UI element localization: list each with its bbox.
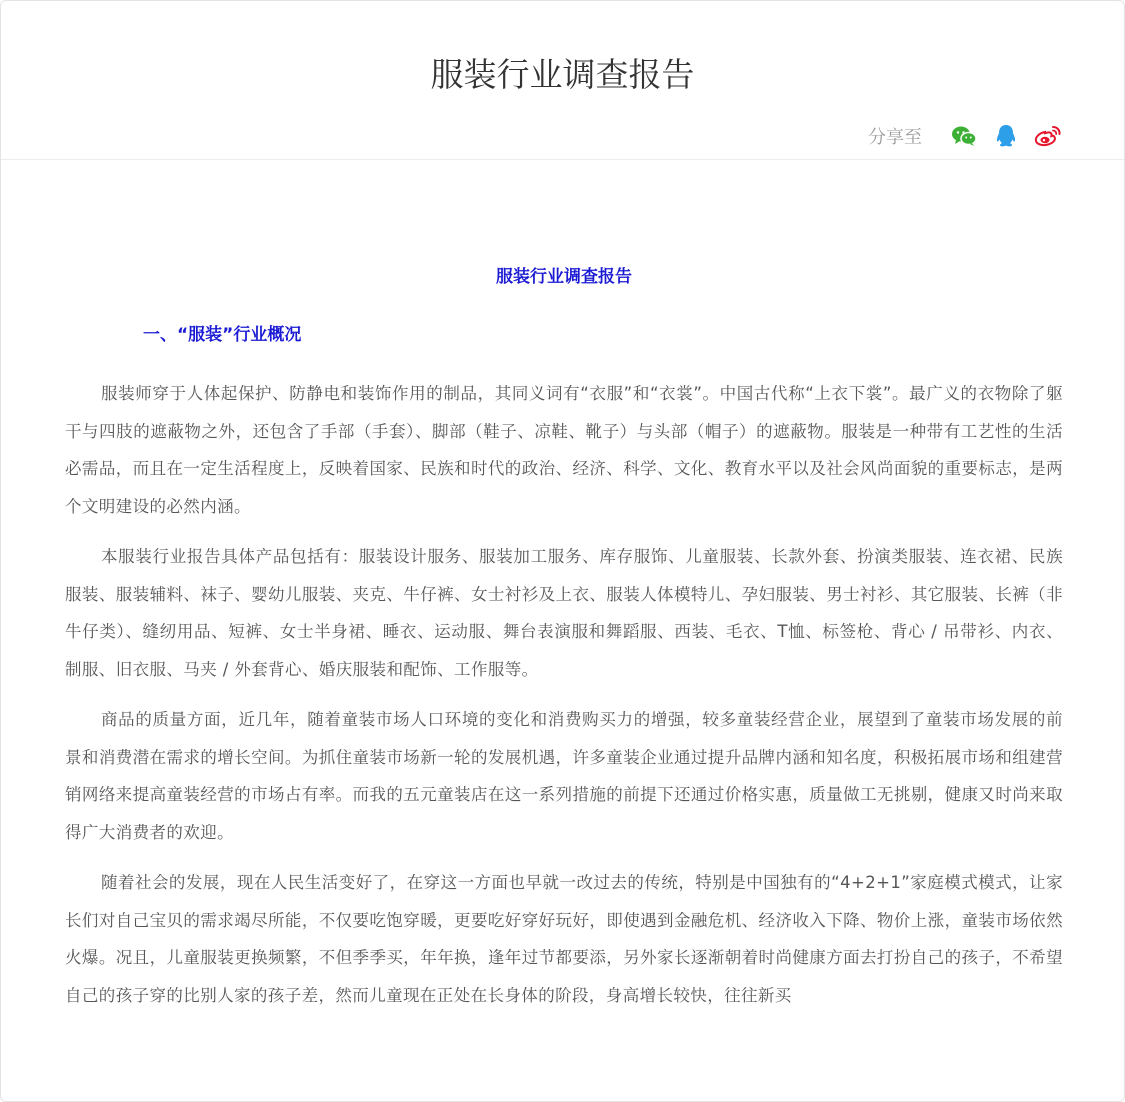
wechat-share-button[interactable] (950, 122, 978, 150)
share-label: 分享至 (868, 127, 922, 148)
paragraph: 商品的质量方面，近几年，随着童装市场人口环境的变化和消费购买力的增强，较多童装经营企业，展望到了童装市场发展的前景和消费潜在需求的增长空间。为抓住童装市场新一轮的发展机遇，许多童装企业通过提升品牌内涵和知名度，积极拓展市场和组建营销网络来提高童装经营的市场占有率。而我的五元童装店在这一系列措施的前提下还通过价格实惠，质量做工无挑剔，健康又时尚来取得广大消费者的欢迎。 (65, 710, 1063, 842)
wechat-icon (951, 125, 977, 147)
weibo-icon (1034, 124, 1062, 148)
section-heading: 一、“服装”行业概况 (143, 325, 302, 345)
share-bar (868, 121, 1062, 151)
qq-icon (995, 124, 1017, 148)
qq-share-button[interactable] (992, 122, 1020, 150)
paragraph: 服装师穿于人体起保护、防静电和装饰作用的制品，其同义词有“衣服”和“衣裳”。中国古代称“上衣下裳”。最广义的衣物除了躯干与四肢的遮蔽物之外，还包含了手部（手套）、脚部（鞋子、凉鞋、靴子）与头部（帽子）的遮蔽物。服装是一种带有工艺性的生活必需品，而且在一定生活程度上，反映着国家、民族和时代的政治、经济、科学、文化、教育水平以及社会风尚面貌的重要标志，是两个文明建设的必然内涵。 (65, 384, 1063, 516)
paragraph: 本服装行业报告具体产品包括有：服装设计服务、服装加工服务、库存服饰、儿童服装、长款外套、扮演类服装、连衣裙、民族服装、服装辅料、袜子、婴幼儿服装、夹克、牛仔裤、女士衬衫及上衣、服装人体模特儿、孕妇服装、男士衬衫、其它服装、长裤（非牛仔类）、缝纫用品、短裤、女士半身裙、睡衣、运动服、舞台表演服和舞蹈服、西装、毛衣、T恤、标签枪、背心 / 吊带衫、内衣、制服、旧衣服、马夹 / 外套背心、婚庆服装和配饰、工作服等。 (65, 547, 1063, 679)
page-title: 服装行业调查报告 (430, 55, 695, 94)
paragraph: 随着社会的发展，现在人民生活变好了，在穿这一方面也早就一改过去的传统，特别是中国独有的“4+2+1”家庭模式模式，让家长们对自己宝贝的需求竭尽所能，不仅要吃饱穿暖，更要吃好穿好玩好，即使遇到金融危机、经济收入下降、物价上涨，童装市场依然火爆。况且，儿童服装更换频繁，不但季季买，年年换，逢年过节都要添，另外家长逐渐朝着时尚健康方面去打扮自己的孩子，不希望自己的孩子穿的比别人家的孩子差，然而儿童现在正处在长身体的阶段，身高增长较快，往往新买 (65, 873, 1063, 1005)
weibo-share-button[interactable] (1034, 122, 1062, 150)
article-title: 服装行业调查报告 (496, 267, 632, 287)
article-body (65, 259, 1063, 1014)
document-header (1, 1, 1124, 160)
